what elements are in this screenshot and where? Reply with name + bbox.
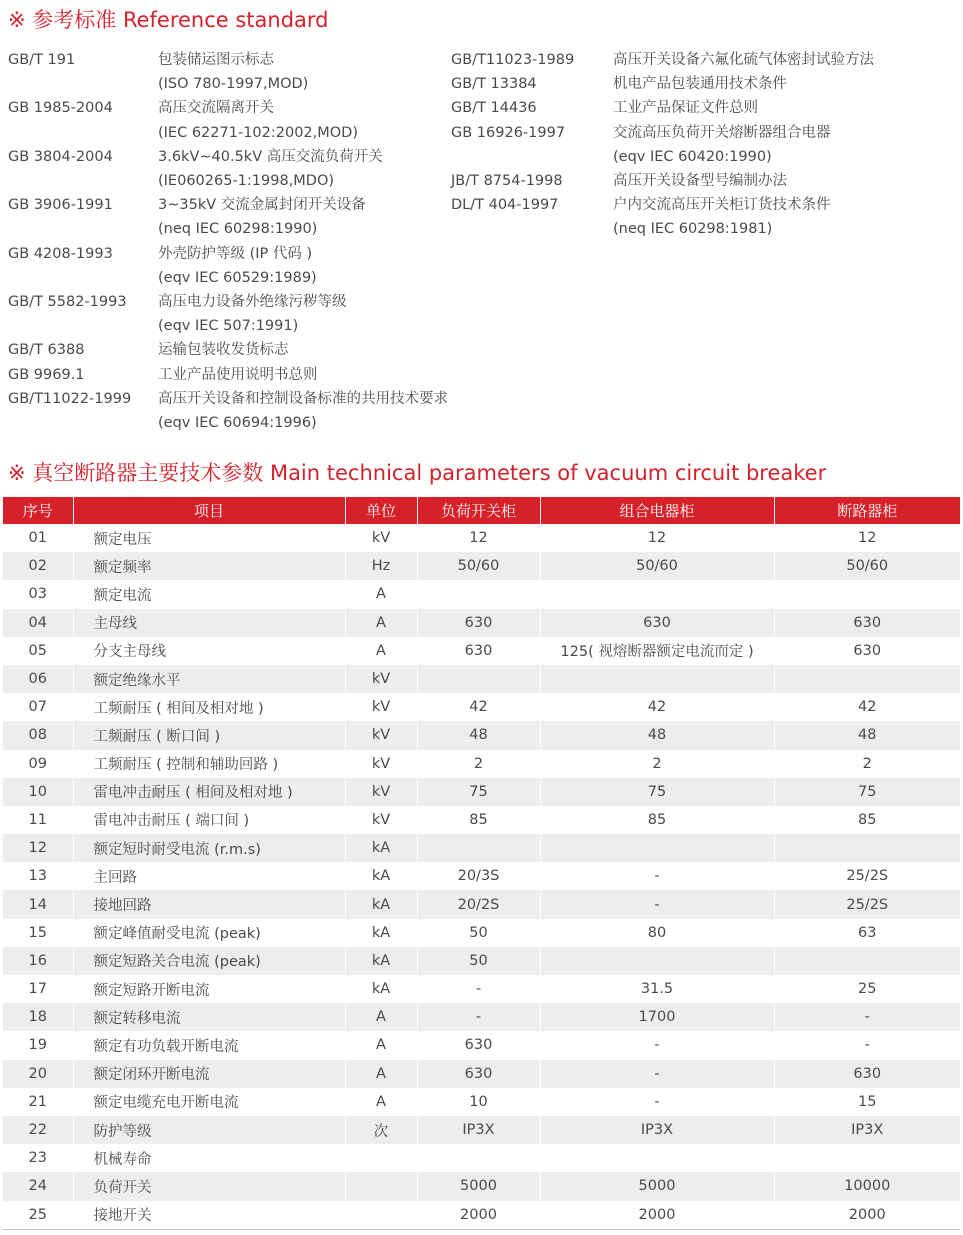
cell-combination-cabinet — [540, 1144, 774, 1172]
reference-code: DL/T 404-1997 — [451, 197, 559, 214]
cell-item: 防护等级 — [73, 1116, 345, 1144]
cell-combination-cabinet: 5000 — [540, 1172, 774, 1200]
reference-description — [158, 96, 358, 144]
cell-no: 08 — [3, 721, 73, 749]
header-breaker-cabinet: 断路器柜 — [774, 497, 960, 524]
reference-code: GB/T 191 — [8, 52, 76, 68]
cell-combination-cabinet — [540, 947, 774, 975]
cell-no: 12 — [3, 834, 73, 862]
cell-no: 09 — [3, 750, 73, 778]
cell-unit: kV — [345, 750, 417, 778]
cell-combination-cabinet: - — [540, 862, 774, 890]
cell-unit — [345, 1201, 417, 1230]
cell-breaker-cabinet — [774, 665, 960, 693]
cell-load-switch-cabinet: 5000 — [417, 1172, 540, 1200]
cell-breaker-cabinet: 25 — [774, 975, 960, 1003]
reference-description — [158, 387, 448, 435]
reference-item — [8, 242, 448, 290]
params-title: ※ 真空断路器主要技术参数 Main technical parameters of vacuum circuit breaker — [8, 461, 827, 485]
reference-code: GB 3906-1991 — [8, 197, 113, 214]
cell-load-switch-cabinet: 630 — [417, 1031, 540, 1059]
table-row — [3, 834, 960, 862]
table-row — [3, 1144, 960, 1172]
reference-item — [8, 145, 448, 193]
table-row — [3, 693, 960, 721]
reference-description-line: 工业产品使用说明书总则 — [158, 366, 318, 383]
cell-breaker-cabinet: 75 — [774, 778, 960, 806]
cell-item: 额定绝缘水平 — [73, 665, 345, 693]
cell-item: 雷电冲击耐压 ( 相间及相对地 ) — [73, 778, 345, 806]
cell-no: 07 — [3, 693, 73, 721]
cell-unit: kA — [345, 919, 417, 947]
cell-item: 额定短时耐受电流 (r.m.s) — [73, 834, 345, 862]
cell-breaker-cabinet: 50/60 — [774, 552, 960, 580]
cell-load-switch-cabinet — [417, 1144, 540, 1172]
cell-load-switch-cabinet: 20/2S — [417, 890, 540, 918]
table-row — [3, 552, 960, 580]
cell-load-switch-cabinet — [417, 665, 540, 693]
reference-item — [8, 338, 448, 362]
header-combination-cabinet: 组合电器柜 — [540, 497, 774, 524]
cell-combination-cabinet: 50/60 — [540, 552, 774, 580]
cell-item: 额定频率 — [73, 552, 345, 580]
cell-load-switch-cabinet: 50/60 — [417, 552, 540, 580]
cell-breaker-cabinet: 85 — [774, 806, 960, 834]
table-row — [3, 890, 960, 918]
cell-breaker-cabinet: 15 — [774, 1088, 960, 1116]
reference-list-left — [8, 48, 448, 435]
cell-load-switch-cabinet: 48 — [417, 721, 540, 749]
cell-combination-cabinet: - — [540, 1060, 774, 1088]
params-table — [3, 497, 960, 1230]
cell-combination-cabinet: 80 — [540, 919, 774, 947]
table-row — [3, 524, 960, 552]
cell-unit: kA — [345, 947, 417, 975]
table-row — [3, 750, 960, 778]
cell-breaker-cabinet: - — [774, 1031, 960, 1059]
cell-load-switch-cabinet: 85 — [417, 806, 540, 834]
cell-no: 04 — [3, 609, 73, 637]
cell-unit: A — [345, 637, 417, 665]
cell-load-switch-cabinet: IP3X — [417, 1116, 540, 1144]
cell-breaker-cabinet: 12 — [774, 524, 960, 552]
table-row — [3, 1060, 960, 1088]
cell-item: 工频耐压 ( 断口间 ) — [73, 721, 345, 749]
cell-breaker-cabinet: 63 — [774, 919, 960, 947]
reference-description-line: 高压开关设备和控制设备标准的共用技术要求 — [158, 390, 448, 407]
cell-load-switch-cabinet: 75 — [417, 778, 540, 806]
reference-code: GB/T 14436 — [451, 100, 537, 117]
cell-combination-cabinet: 125( 视熔断器额定电流而定 ) — [540, 637, 774, 665]
reference-title: ※ 参考标准 Reference standard — [8, 8, 329, 32]
cell-unit: kV — [345, 693, 417, 721]
reference-item — [451, 193, 874, 241]
cell-no: 14 — [3, 890, 73, 918]
table-row — [3, 862, 960, 890]
reference-description-line: 3.6kV~40.5kV 高压交流负荷开关 — [158, 148, 383, 165]
table-row — [3, 580, 960, 608]
cell-unit: A — [345, 1060, 417, 1088]
cell-item: 机械寿命 — [73, 1144, 345, 1172]
cell-unit: A — [345, 1003, 417, 1031]
cell-item: 额定电流 — [73, 580, 345, 608]
cell-item: 工频耐压 ( 控制和辅助回路 ) — [73, 750, 345, 778]
cell-unit: kV — [345, 806, 417, 834]
cell-combination-cabinet — [540, 665, 774, 693]
cell-unit: kA — [345, 975, 417, 1003]
cell-combination-cabinet: - — [540, 890, 774, 918]
cell-breaker-cabinet: 2 — [774, 750, 960, 778]
cell-unit: kA — [345, 834, 417, 862]
cell-item: 主母线 — [73, 609, 345, 637]
reference-item — [451, 96, 874, 120]
cell-combination-cabinet: 1700 — [540, 1003, 774, 1031]
table-row — [3, 721, 960, 749]
cell-load-switch-cabinet: 50 — [417, 947, 540, 975]
reference-code: GB 1985-2004 — [8, 100, 113, 117]
reference-description-line: 高压开关设备型号编制办法 — [613, 173, 787, 190]
cell-item: 接地回路 — [73, 890, 345, 918]
reference-item — [8, 363, 448, 387]
reference-description-line: 高压交流隔离开关 — [158, 100, 274, 117]
cell-breaker-cabinet: IP3X — [774, 1116, 960, 1144]
reference-description — [613, 169, 787, 193]
reference-item — [8, 387, 448, 435]
reference-code: GB/T 13384 — [451, 76, 537, 93]
cell-load-switch-cabinet: 42 — [417, 693, 540, 721]
cell-no: 01 — [3, 524, 73, 552]
table-row — [3, 609, 960, 637]
cell-item: 额定短路开断电流 — [73, 975, 345, 1003]
cell-item: 接地开关 — [73, 1201, 345, 1230]
cell-load-switch-cabinet: 50 — [417, 919, 540, 947]
table-row — [3, 1031, 960, 1059]
cell-unit: kA — [345, 890, 417, 918]
cell-load-switch-cabinet: 2000 — [417, 1201, 540, 1230]
reference-description — [158, 145, 383, 193]
cell-load-switch-cabinet: 630 — [417, 609, 540, 637]
reference-code: GB 4208-1993 — [8, 245, 113, 262]
reference-code: GB 16926-1997 — [451, 124, 566, 141]
header-unit: 单位 — [345, 497, 417, 524]
cell-no: 13 — [3, 862, 73, 890]
table-row — [3, 637, 960, 665]
reference-item — [451, 121, 874, 169]
cell-load-switch-cabinet — [417, 580, 540, 608]
reference-description — [613, 96, 758, 120]
header-item: 项目 — [73, 497, 345, 524]
cell-combination-cabinet: 42 — [540, 693, 774, 721]
reference-description-line: 运输包装收发货标志 — [158, 342, 289, 359]
cell-no: 03 — [3, 580, 73, 608]
cell-unit: A — [345, 1088, 417, 1116]
cell-combination-cabinet — [540, 834, 774, 862]
cell-load-switch-cabinet: - — [417, 1003, 540, 1031]
reference-item — [451, 72, 874, 96]
table-row — [3, 1088, 960, 1116]
reference-description — [158, 242, 317, 290]
reference-description-line: (eqv IEC 60694:1996) — [158, 415, 317, 432]
cell-combination-cabinet: 85 — [540, 806, 774, 834]
cell-unit — [345, 1144, 417, 1172]
reference-code: GB 9969.1 — [8, 366, 85, 383]
cell-item: 负荷开关 — [73, 1172, 345, 1200]
table-row — [3, 778, 960, 806]
cell-no: 19 — [3, 1031, 73, 1059]
cell-breaker-cabinet: 630 — [774, 1060, 960, 1088]
reference-description-line: (IEC 62271-102:2002,MOD) — [158, 124, 359, 141]
cell-no: 05 — [3, 637, 73, 665]
reference-description-line: 户内交流高压开关柜订货技术条件 — [613, 197, 831, 214]
cell-item: 额定闭环开断电流 — [73, 1060, 345, 1088]
cell-item: 额定峰值耐受电流 (peak) — [73, 919, 345, 947]
table-row — [3, 665, 960, 693]
reference-description-line: 交流高压负荷开关熔断器组合电器 — [613, 124, 831, 141]
reference-description-line: (eqv IEC 60420:1990) — [613, 148, 772, 165]
cell-breaker-cabinet: 10000 — [774, 1172, 960, 1200]
cell-breaker-cabinet — [774, 947, 960, 975]
cell-breaker-cabinet: 630 — [774, 609, 960, 637]
reference-description-line: 高压开关设备六氟化硫气体密封试验方法 — [613, 52, 874, 68]
cell-no: 23 — [3, 1144, 73, 1172]
reference-description-line: 工业产品保证文件总则 — [613, 100, 758, 117]
header-load-switch-cabinet: 负荷开关柜 — [417, 497, 540, 524]
table-row — [3, 919, 960, 947]
reference-code: GB/T11023-1989 — [451, 52, 575, 68]
reference-description-line: 机电产品包装通用技术条件 — [613, 76, 787, 93]
reference-description — [613, 193, 831, 241]
table-row — [3, 947, 960, 975]
cell-combination-cabinet: 31.5 — [540, 975, 774, 1003]
reference-code: GB/T11022-1999 — [8, 390, 132, 407]
reference-description — [158, 363, 318, 387]
cell-item: 分支主母线 — [73, 637, 345, 665]
reference-description-line: 3~35kV 交流金属封闭开关设备 — [158, 197, 366, 214]
cell-no: 16 — [3, 947, 73, 975]
header-no: 序号 — [3, 497, 73, 524]
cell-item: 额定有功负载开断电流 — [73, 1031, 345, 1059]
reference-item — [451, 48, 874, 72]
cell-combination-cabinet: IP3X — [540, 1116, 774, 1144]
cell-load-switch-cabinet: 20/3S — [417, 862, 540, 890]
cell-load-switch-cabinet: 12 — [417, 524, 540, 552]
cell-combination-cabinet — [540, 580, 774, 608]
reference-description — [158, 290, 347, 338]
cell-combination-cabinet: 2000 — [540, 1201, 774, 1230]
reference-description — [613, 72, 787, 96]
cell-item: 额定转移电流 — [73, 1003, 345, 1031]
cell-breaker-cabinet: 25/2S — [774, 890, 960, 918]
reference-item — [8, 48, 448, 96]
cell-no: 06 — [3, 665, 73, 693]
table-header-row — [3, 497, 960, 524]
table-row — [3, 975, 960, 1003]
cell-unit — [345, 1172, 417, 1200]
cell-combination-cabinet: - — [540, 1088, 774, 1116]
cell-load-switch-cabinet: - — [417, 975, 540, 1003]
cell-unit: kV — [345, 524, 417, 552]
cell-combination-cabinet: 12 — [540, 524, 774, 552]
cell-item: 工频耐压 ( 相间及相对地 ) — [73, 693, 345, 721]
cell-no: 20 — [3, 1060, 73, 1088]
cell-no: 21 — [3, 1088, 73, 1116]
reference-item — [8, 96, 448, 144]
table-row — [3, 1172, 960, 1200]
cell-unit: A — [345, 1031, 417, 1059]
reference-code: GB/T 6388 — [8, 342, 85, 359]
cell-breaker-cabinet: 2000 — [774, 1201, 960, 1230]
cell-item: 雷电冲击耐压 ( 端口间 ) — [73, 806, 345, 834]
cell-item: 额定电缆充电开断电流 — [73, 1088, 345, 1116]
cell-unit: kV — [345, 721, 417, 749]
reference-list-right — [451, 48, 874, 242]
reference-description — [158, 338, 289, 362]
cell-no: 18 — [3, 1003, 73, 1031]
cell-no: 17 — [3, 975, 73, 1003]
cell-no: 22 — [3, 1116, 73, 1144]
reference-code: GB/T 5582-1993 — [8, 294, 127, 311]
cell-unit: kA — [345, 862, 417, 890]
reference-description — [613, 121, 831, 169]
cell-load-switch-cabinet: 630 — [417, 637, 540, 665]
cell-unit: A — [345, 609, 417, 637]
cell-breaker-cabinet: 25/2S — [774, 862, 960, 890]
cell-combination-cabinet: 75 — [540, 778, 774, 806]
reference-description-line: 包装储运图示标志 — [158, 52, 274, 68]
reference-code: GB 3804-2004 — [8, 148, 113, 165]
cell-no: 10 — [3, 778, 73, 806]
cell-item: 额定短路关合电流 (peak) — [73, 947, 345, 975]
cell-no: 24 — [3, 1172, 73, 1200]
cell-breaker-cabinet — [774, 1144, 960, 1172]
cell-no: 11 — [3, 806, 73, 834]
cell-unit: kV — [345, 778, 417, 806]
cell-item: 额定电压 — [73, 524, 345, 552]
cell-breaker-cabinet — [774, 834, 960, 862]
reference-description-line: (neq IEC 60298:1981) — [613, 221, 773, 238]
table-row — [3, 806, 960, 834]
cell-breaker-cabinet: 42 — [774, 693, 960, 721]
cell-combination-cabinet: 630 — [540, 609, 774, 637]
cell-breaker-cabinet: 48 — [774, 721, 960, 749]
reference-description-line: (IE060265-1:1998,MDO) — [158, 173, 335, 190]
reference-description — [613, 48, 874, 72]
table-row — [3, 1116, 960, 1144]
reference-description-line: (neq IEC 60298:1990) — [158, 221, 318, 238]
reference-description-line: (eqv IEC 507:1991) — [158, 318, 299, 335]
cell-unit: 次 — [345, 1116, 417, 1144]
reference-code: JB/T 8754-1998 — [451, 173, 563, 190]
reference-description-line: 高压电力设备外绝缘污秽等级 — [158, 294, 347, 311]
cell-unit: kV — [345, 665, 417, 693]
cell-combination-cabinet: 48 — [540, 721, 774, 749]
cell-item: 主回路 — [73, 862, 345, 890]
cell-breaker-cabinet — [774, 580, 960, 608]
reference-item — [451, 169, 874, 193]
reference-item — [8, 193, 448, 241]
reference-description — [158, 193, 366, 241]
table-row — [3, 1003, 960, 1031]
cell-combination-cabinet: - — [540, 1031, 774, 1059]
cell-no: 02 — [3, 552, 73, 580]
reference-description — [158, 48, 308, 96]
cell-load-switch-cabinet: 630 — [417, 1060, 540, 1088]
reference-description-line: 外壳防护等级 (IP 代码 ) — [158, 245, 313, 262]
reference-description-line: (ISO 780-1997,MOD) — [158, 76, 309, 93]
cell-breaker-cabinet: - — [774, 1003, 960, 1031]
cell-no: 25 — [3, 1201, 73, 1230]
cell-breaker-cabinet: 630 — [774, 637, 960, 665]
table-row — [3, 1201, 960, 1230]
cell-load-switch-cabinet — [417, 834, 540, 862]
cell-combination-cabinet: 2 — [540, 750, 774, 778]
cell-load-switch-cabinet: 2 — [417, 750, 540, 778]
cell-unit: Hz — [345, 552, 417, 580]
cell-load-switch-cabinet: 10 — [417, 1088, 540, 1116]
reference-description-line: (eqv IEC 60529:1989) — [158, 269, 317, 286]
cell-unit: A — [345, 580, 417, 608]
reference-item — [8, 290, 448, 338]
cell-no: 15 — [3, 919, 73, 947]
